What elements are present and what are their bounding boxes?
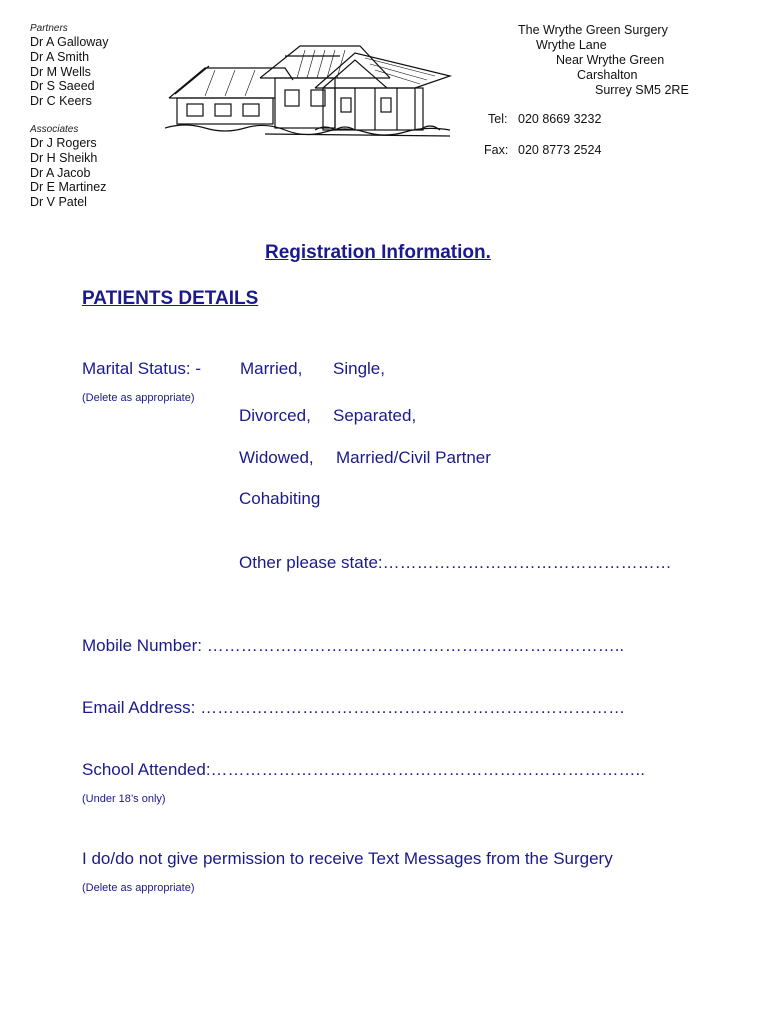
address-line-5: Surrey SM5 2RE [595,83,689,97]
address-line-1: The Wrythe Green Surgery [518,23,668,37]
fax-number: 020 8773 2524 [518,143,602,157]
option-single: Single, [333,359,385,378]
marital-status-note: (Delete as appropriate) [82,392,195,404]
mobile-number-field: Mobile Number: ……………………………………………………………….. [82,636,625,655]
partner-name: Dr M Wells [30,64,91,79]
address-line-4: Carshalton [577,68,638,82]
address-line-2: Wrythe Lane [536,38,607,52]
school-attended-field: School Attended:………………………………………………………………….. [82,760,645,779]
associates-list [30,136,106,210]
fax-label: Fax: [484,143,509,157]
partners-list [30,35,109,109]
partners-label: Partners [30,23,68,34]
page-title: Registration Information. [265,242,491,263]
text-message-permission: I do/do not give permission to receive Text Messages from the Surgery [82,849,613,868]
associate-name: Dr J Rogers [30,136,97,150]
section-title: PATIENTS DETAILS [82,288,259,309]
other-please-state-field: Other please state:…………………………………………… [239,553,672,572]
tel-number: 020 8669 3232 [518,112,602,126]
partner-name: Dr S Saeed [30,79,95,94]
partner-name: Dr A Galloway [30,35,109,49]
option-married: Married, [240,359,303,378]
associate-name: Dr H Sheikh [30,150,98,165]
option-divorced: Divorced, [239,406,311,425]
email-address-field: Email Address: ………………………………………………………………… [82,698,626,717]
associate-name: Dr V Patel [30,195,87,210]
permission-note: (Delete as appropriate) [82,882,195,894]
surgery-building-illustration [165,38,455,143]
option-widowed: Widowed, [239,448,314,467]
option-separated: Separated, [333,406,417,425]
option-cohabiting: Cohabiting [239,489,321,508]
address-line-3: Near Wrythe Green [556,53,665,67]
associates-label: Associates [30,124,79,135]
partner-name: Dr C Keers [30,94,92,109]
school-attended-note: (Under 18’s only) [82,793,166,805]
associate-name: Dr A Jacob [30,165,91,180]
marital-status-label: Marital Status: - [82,359,202,378]
associate-name: Dr E Martinez [30,180,107,195]
partner-name: Dr A Smith [30,49,90,64]
option-civil-partner: Married/Civil Partner [336,448,491,467]
tel-label: Tel: [488,112,508,126]
